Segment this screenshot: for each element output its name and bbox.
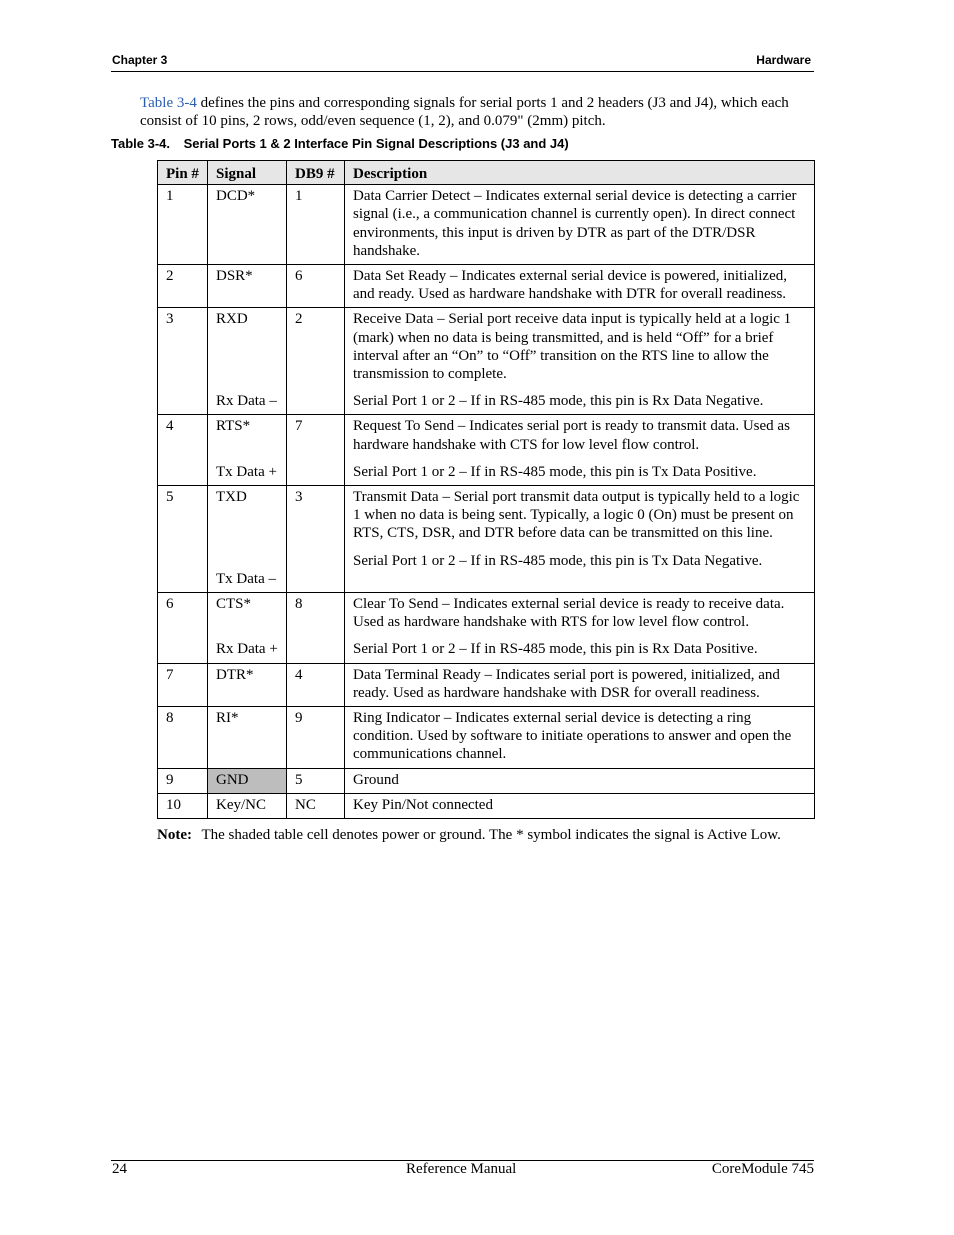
description-primary: Clear To Send – Indicates external serial device is ready to receive data. Used as hardware handshake with RTS for low level flow control. bbox=[353, 596, 785, 631]
db9-cell: 8 bbox=[287, 593, 345, 664]
signal-spacer bbox=[216, 613, 280, 631]
pin-cell: 7 bbox=[158, 663, 208, 706]
document-title: Reference Manual bbox=[406, 1161, 517, 1177]
description-primary: Receive Data – Serial port receive data input is typically held at a logic 1 (mark) when no data is being transmitted, and is held “Off” for a brief interval after an “On” to “Off” transition on the RTS line to allow the transmission to complete. bbox=[353, 311, 792, 383]
pin-signal-table bbox=[157, 160, 815, 819]
signal-spacer bbox=[216, 524, 280, 542]
pin-cell: 8 bbox=[158, 707, 208, 769]
table-row bbox=[158, 593, 815, 664]
signal-cell: DSR* bbox=[208, 265, 287, 308]
signal-spacer bbox=[216, 329, 280, 347]
db9-cell: 6 bbox=[287, 265, 345, 308]
signal-cell: Key/NC bbox=[208, 793, 287, 818]
table-row bbox=[158, 793, 815, 818]
pin-cell: 3 bbox=[158, 308, 208, 415]
note-label: Note: bbox=[157, 827, 192, 843]
pin-cell: 6 bbox=[158, 593, 208, 664]
col-header-signal: Signal bbox=[208, 161, 287, 185]
db9-cell: 1 bbox=[287, 185, 345, 265]
section-label: Hardware bbox=[756, 53, 811, 67]
db9-cell: NC bbox=[287, 793, 345, 818]
signal-rs485: Rx Data + bbox=[216, 641, 278, 658]
signal-spacer bbox=[216, 365, 280, 383]
page-number: 24 bbox=[112, 1161, 127, 1177]
pin-cell: 1 bbox=[158, 185, 208, 265]
db9-cell: 9 bbox=[287, 707, 345, 769]
signal-rs485: Tx Data – bbox=[216, 570, 276, 587]
note-text: The shaded table cell denotes power or ground. The * symbol indicates the signal is Active Low. bbox=[201, 827, 781, 843]
signal-rs485: Rx Data – bbox=[216, 393, 277, 410]
description-primary: Transmit Data – Serial port transmit data output is typically held to a logic 1 when no data is being sent. Typically, a logic 0 (On) must be present on RTS, CTS, DSR, and DTR before data can be transmitted on this line. bbox=[353, 489, 800, 542]
product-name: CoreModule 745 bbox=[711, 1161, 814, 1177]
table-number: Table 3-4. bbox=[111, 136, 171, 151]
description-cell bbox=[345, 486, 815, 593]
table-row bbox=[158, 486, 815, 593]
signal-cell bbox=[208, 486, 287, 593]
signal-spacer bbox=[216, 347, 280, 365]
description-cell bbox=[345, 593, 815, 664]
table-row bbox=[158, 308, 815, 415]
table-note bbox=[157, 826, 817, 844]
pin-cell: 5 bbox=[158, 486, 208, 593]
db9-cell: 2 bbox=[287, 308, 345, 415]
db9-cell: 4 bbox=[287, 663, 345, 706]
description-cell: Data Set Ready – Indicates external serial device is powered, initialized, and ready. Used as hardware handshake with DTR for overall readiness. bbox=[345, 265, 815, 308]
signal-spacer bbox=[216, 436, 280, 454]
col-header-description: Description bbox=[345, 161, 815, 185]
description-cell: Ground bbox=[345, 768, 815, 793]
signal-spacer bbox=[216, 543, 280, 561]
page-footer bbox=[111, 1160, 814, 1181]
pin-cell: 4 bbox=[158, 415, 208, 486]
pin-cell: 10 bbox=[158, 793, 208, 818]
signal-cell: RI* bbox=[208, 707, 287, 769]
signal-cell bbox=[208, 593, 287, 664]
signal-cell: DCD* bbox=[208, 185, 287, 265]
signal-cell: DTR* bbox=[208, 663, 287, 706]
signal-primary: RTS* bbox=[216, 418, 251, 435]
signal-primary: TXD bbox=[216, 489, 247, 506]
signal-primary: CTS* bbox=[216, 596, 252, 613]
signal-cell bbox=[208, 415, 287, 486]
signal-cell bbox=[208, 308, 287, 415]
signal-cell-shaded: GND bbox=[208, 768, 287, 793]
table-reference-link[interactable]: Table 3-4 bbox=[140, 95, 197, 111]
db9-cell: 5 bbox=[287, 768, 345, 793]
description-cell: Key Pin/Not connected bbox=[345, 793, 815, 818]
pin-cell: 9 bbox=[158, 768, 208, 793]
table-caption bbox=[111, 136, 569, 151]
description-cell: Data Carrier Detect – Indicates external serial device is detecting a carrier signal (i.e., a communication channel is currently open). In direct connect environments, this input is driven by DTR as part of the DTR/DSR handshake. bbox=[345, 185, 815, 265]
intro-paragraph bbox=[140, 94, 814, 130]
table-header-row bbox=[158, 161, 815, 185]
description-rs485: Serial Port 1 or 2 – If in RS-485 mode, this pin is Tx Data Positive. bbox=[353, 463, 757, 480]
table-row bbox=[158, 265, 815, 308]
col-header-db9: DB9 # bbox=[287, 161, 345, 185]
description-cell: Data Terminal Ready – Indicates serial port is powered, initialized, and ready. Used as hardware handshake with DSR for overall readiness. bbox=[345, 663, 815, 706]
db9-cell: 7 bbox=[287, 415, 345, 486]
table-row bbox=[158, 768, 815, 793]
signal-rs485: Tx Data + bbox=[216, 463, 277, 480]
description-rs485: Serial Port 1 or 2 – If in RS-485 mode, this pin is Tx Data Negative. bbox=[353, 552, 763, 569]
table-row bbox=[158, 663, 815, 706]
signal-spacer bbox=[216, 506, 280, 524]
table-row bbox=[158, 185, 815, 265]
intro-text: defines the pins and corresponding signals for serial ports 1 and 2 headers (J3 and J4), which each consist of 10 pins, 2 rows, odd/even sequence (1, 2), and 0.079" (2mm) pitch. bbox=[140, 95, 789, 129]
description-rs485: Serial Port 1 or 2 – If in RS-485 mode, this pin is Rx Data Negative. bbox=[353, 393, 764, 410]
db9-cell: 3 bbox=[287, 486, 345, 593]
description-primary: Request To Send – Indicates serial port is ready to transmit data. Used as hardware handshake with CTS for low level flow control. bbox=[353, 418, 790, 453]
page-header bbox=[111, 52, 814, 72]
chapter-label: Chapter 3 bbox=[112, 53, 168, 67]
signal-primary: RXD bbox=[216, 311, 248, 328]
table-row bbox=[158, 707, 815, 769]
pin-cell: 2 bbox=[158, 265, 208, 308]
description-cell bbox=[345, 308, 815, 415]
table-row bbox=[158, 415, 815, 486]
description-cell bbox=[345, 415, 815, 486]
description-cell: Ring Indicator – Indicates external serial device is detecting a ring condition. Used by software to initiate operations to answer and open the communications channel. bbox=[345, 707, 815, 769]
table-title: Serial Ports 1 & 2 Interface Pin Signal Descriptions (J3 and J4) bbox=[183, 136, 569, 151]
col-header-pin: Pin # bbox=[158, 161, 208, 185]
description-rs485: Serial Port 1 or 2 – If in RS-485 mode, this pin is Rx Data Positive. bbox=[353, 641, 758, 658]
